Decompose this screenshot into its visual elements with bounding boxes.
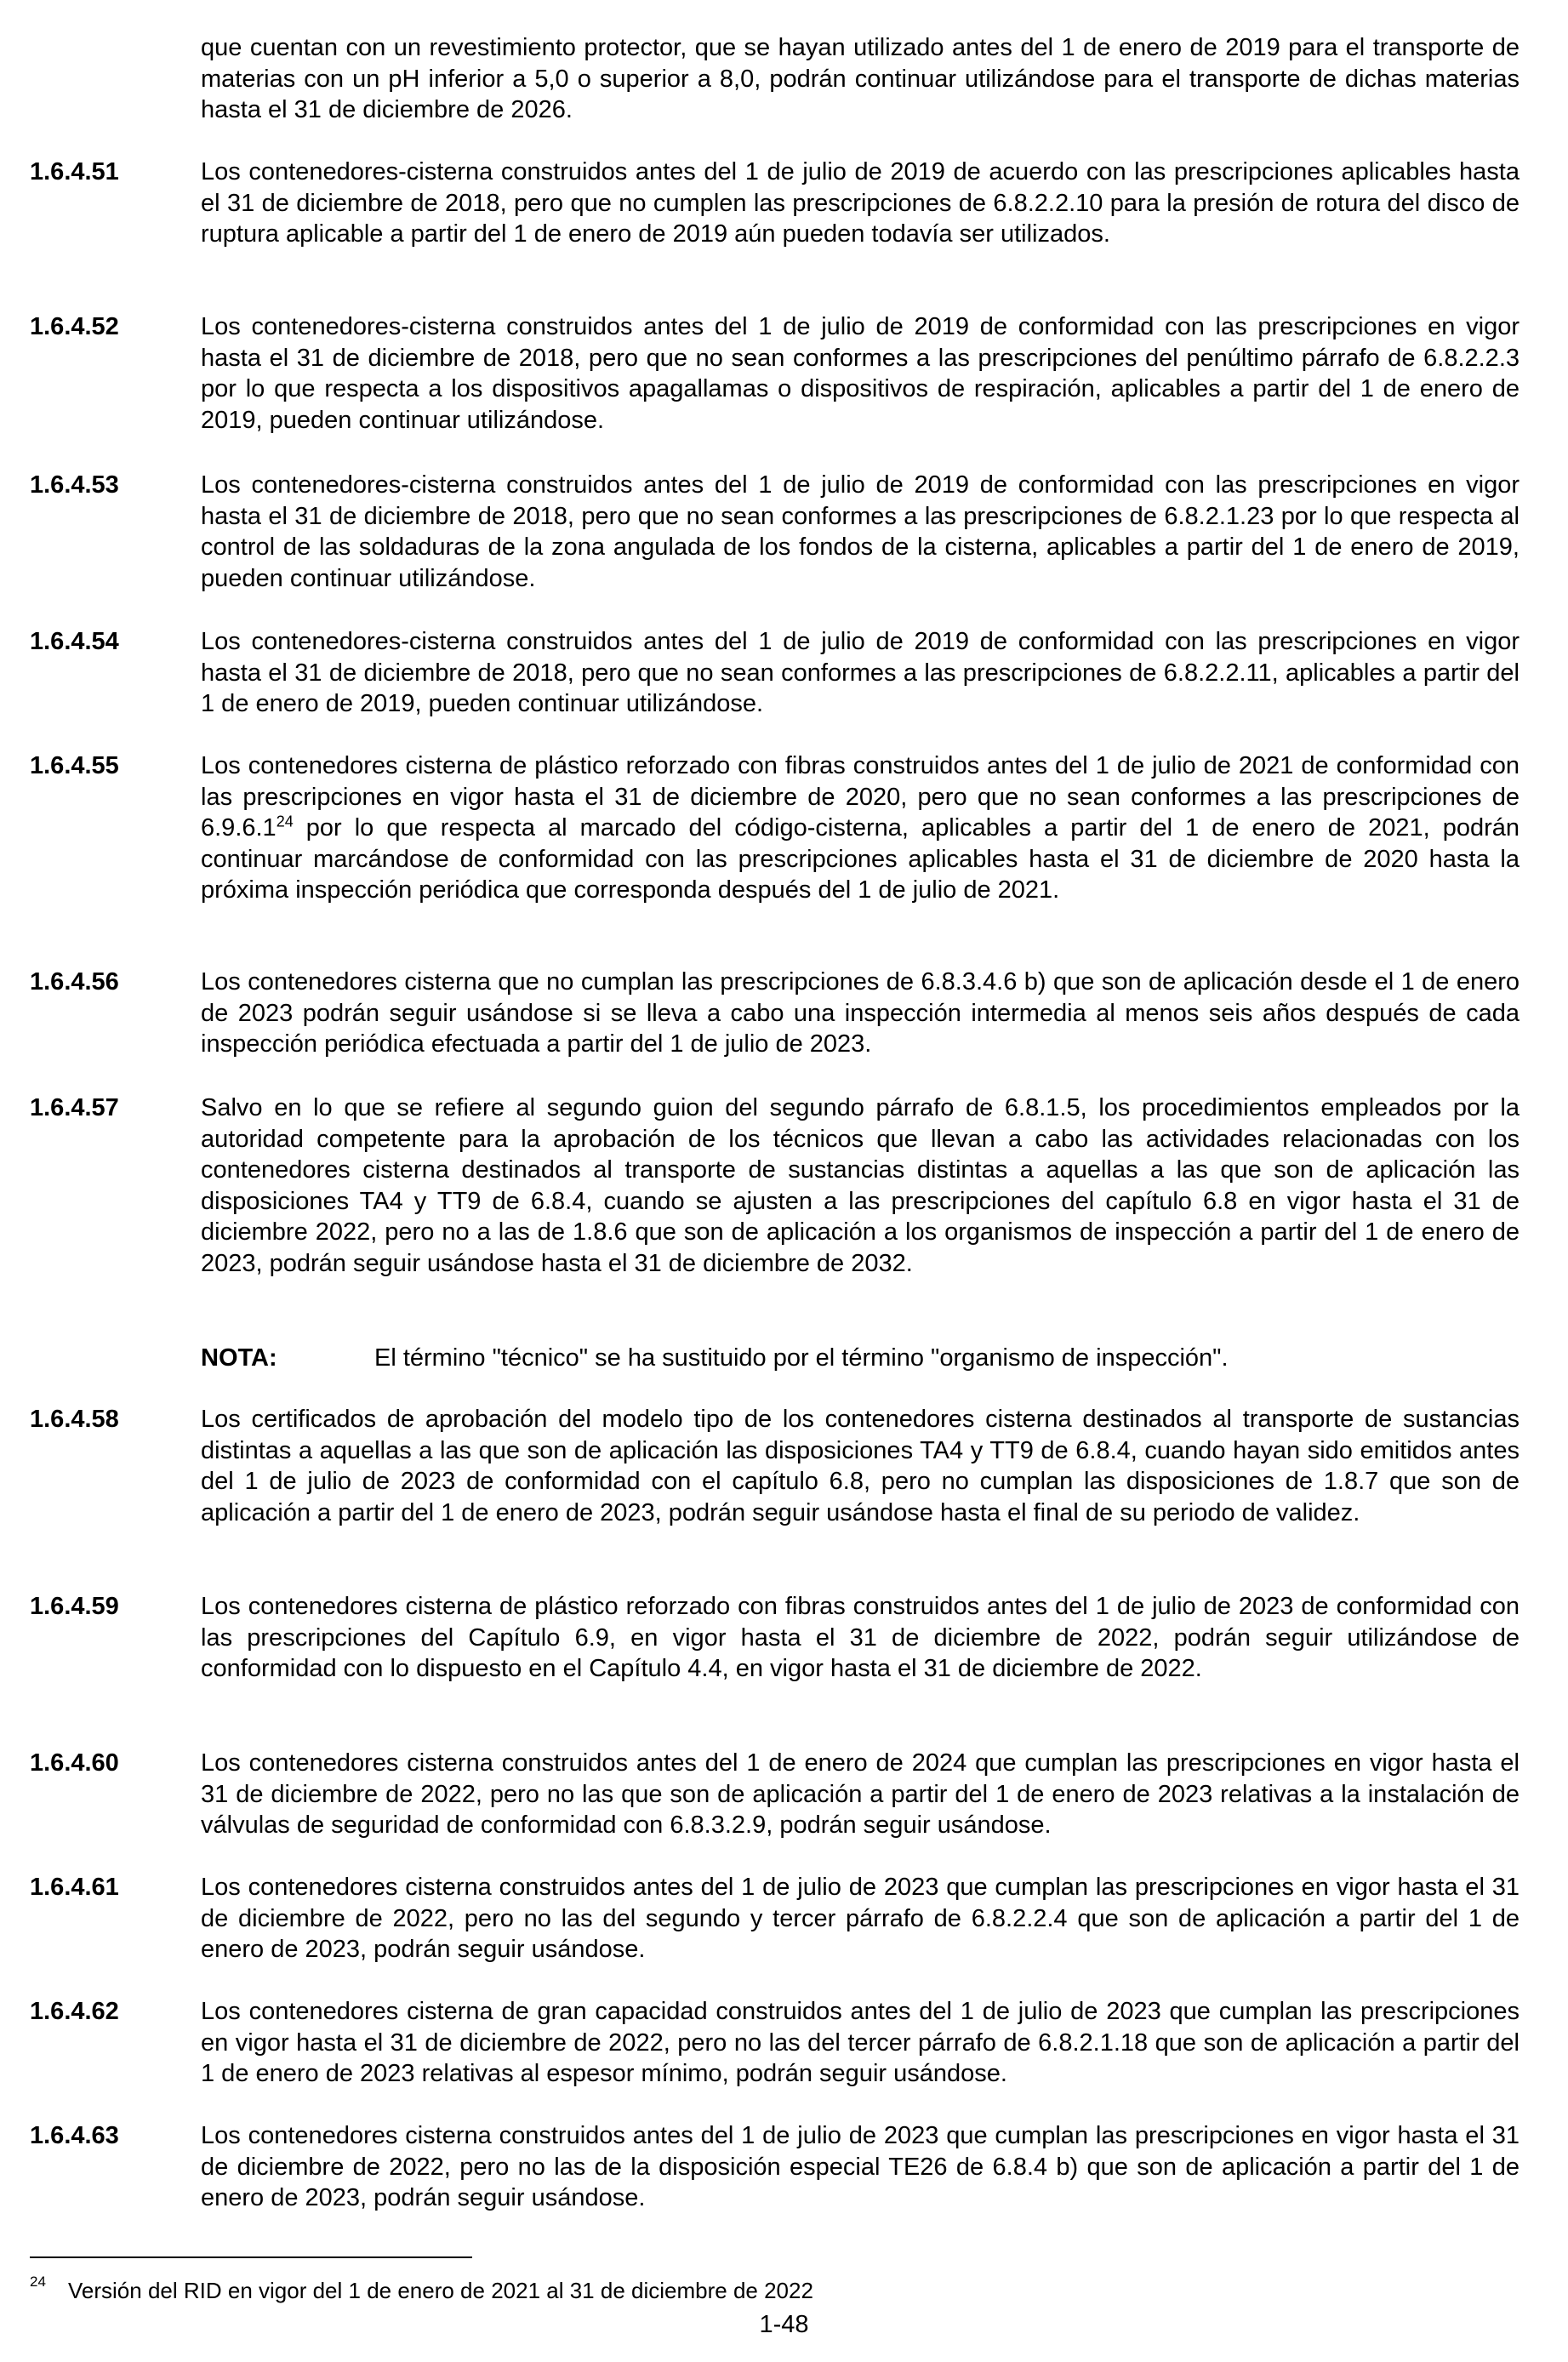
section-number: 1.6.4.56 — [30, 968, 119, 996]
footnote-marker: 24 — [30, 2274, 46, 2290]
section-text: Los contenedores cisterna construidos antes del 1 de julio de 2023 que cumplan las prescripciones en vigor hasta el 31 de diciembre de 2022, pero no las de la disposición especial TE26 de 6.8.4 b) que son de aplicación a partir del 1 de enero de 2023, podrán seguir usándose. — [201, 2122, 1520, 2211]
section-text: Salvo en lo que se refiere al segundo guion del segundo párrafo de 6.8.1.5, los procedimientos empleados por la autoridad competente para la aprobación de los técnicos que llevan a cabo las actividades relacionadas con los contenedores cisterna destinados al transporte de sustancias distintas a aquellas a las que son de aplicación las disposiciones TA4 y TT9 de 6.8.4, cuando se ajusten a las prescripciones del capítulo 6.8 en vigor hasta el 31 de diciembre 2022, pero no a las de 1.8.6 que son de aplicación a los organismos de inspección a partir del 1 de enero de 2023, podrán seguir usándose hasta el 31 de diciembre de 2032. — [201, 1094, 1520, 1277]
section-number: 1.6.4.52 — [30, 313, 119, 340]
section-text: Los contenedores cisterna de plástico reforzado con fibras construidos antes del 1 de julio de 2023 de conformidad con las prescripciones del Capítulo 6.9, en vigor hasta el 31 de diciembre de 2022, podrán seguir utilizándose de conformidad con lo dispuesto en el Capítulo 4.4, en vigor hasta el 31 de diciembre de 2022. — [201, 1593, 1520, 1682]
paragraph-text: que cuentan con un revestimiento protector, que se hayan utilizado antes del 1 de enero de 2019 para el transporte de materias con un pH inferior a 5,0 o superior a 8,0, podrán continuar utilizándose para el transporte de dichas materias hasta el 31 de diciembre de 2026. — [201, 34, 1520, 123]
section-number: 1.6.4.53 — [30, 471, 119, 499]
section-number: 1.6.4.63 — [30, 2122, 119, 2149]
section-text: Los contenedores cisterna construidos antes del 1 de julio de 2023 que cumplan las prescripciones en vigor hasta el 31 de diciembre de 2022, pero no las del segundo y tercer párrafo de 6.8.2.2.4 que son de aplicación a partir del 1 de enero de 2023, podrán seguir usándose. — [201, 1874, 1520, 1963]
section-text: Los contenedores cisterna construidos antes del 1 de enero de 2024 que cumplan las prescripciones en vigor hasta el 31 de diciembre de 2022, pero no las que son de aplicación a partir del 1 de enero de 2023 relativas a la instalación de válvulas de seguridad de conformidad con 6.8.3.2.9, podrán seguir usándose. — [201, 1749, 1520, 1839]
page-number: 1-48 — [759, 2311, 809, 2338]
footnote-divider — [30, 2256, 472, 2258]
section-text-part: por lo que respecta al marcado del código-cisterna, aplicables a partir del 1 de enero de 2021, podrán continuar marcándose de conformidad con las prescripciones aplicables hasta el 31 de diciembre de 2020 hasta la próxima inspección periódica que corresponda después del 1 de julio de 2021. — [201, 814, 1520, 904]
footnote-text: Versión del RID en vigor del 1 de enero de 2021 al 31 de diciembre de 2022 — [68, 2278, 813, 2303]
section-number: 1.6.4.57 — [30, 1094, 119, 1121]
section-number: 1.6.4.62 — [30, 1998, 119, 2025]
section-text: Los contenedores-cisterna construidos antes del 1 de julio de 2019 de conformidad con las prescripciones en vigor hasta el 31 de diciembre de 2018, pero que no sean conformes a las prescripciones de 6.8.2.1.23 por lo que respecta al control de las soldaduras de la zona angulada de los fondos de la cisterna, aplicables a partir del 1 de enero de 2019, pueden continuar utilizándose. — [201, 471, 1520, 592]
section-number: 1.6.4.54 — [30, 628, 119, 655]
section-text: Los contenedores cisterna que no cumplan las prescripciones de 6.8.3.4.6 b) que son de aplicación desde el 1 de enero de 2023 podrán seguir usándose si se lleva a cabo una inspección intermedia al menos seis años después de cada inspección periódica efectuada a partir del 1 de julio de 2023. — [201, 968, 1520, 1058]
section-text: Los certificados de aprobación del modelo tipo de los contenedores cisterna destinados al transporte de sustancias distintas a aquellas a las que son de aplicación las disposiciones TA4 y TT9 de 6.8.4, cuando hayan sido emitidos antes del 1 de julio de 2023 de conformidad con el capítulo 6.8, pero no cumplan las disposiciones de 1.8.7 que son de aplicación a partir del 1 de enero de 2023, podrán seguir usándose hasta el final de su periodo de validez. — [201, 1406, 1520, 1526]
note-text: El término "técnico" se ha sustituido por el término "organismo de inspección". — [374, 1344, 1229, 1372]
section-text: Los contenedores cisterna de gran capacidad construidos antes del 1 de julio de 2023 que cumplan las prescripciones en vigor hasta el 31 de diciembre de 2022, pero no las del tercer párrafo de 6.8.2.1.18 que son de aplicación a partir del 1 de enero de 2023 relativas al espesor mínimo, podrán seguir usándose. — [201, 1998, 1520, 2087]
note-label: NOTA: — [201, 1344, 277, 1372]
section-number: 1.6.4.60 — [30, 1749, 119, 1777]
section-text: Los contenedores-cisterna construidos antes del 1 de julio de 2019 de acuerdo con las prescripciones aplicables hasta el 31 de diciembre de 2018, pero que no cumplen las prescripciones de 6.8.2.2.10 para la presión de rotura del disco de ruptura aplicable a partir del 1 de enero de 2019 aún pueden todavía ser utilizados. — [201, 158, 1520, 248]
footnote-reference[interactable]: 24 — [276, 813, 294, 830]
section-text: Los contenedores-cisterna construidos antes del 1 de julio de 2019 de conformidad con las prescripciones en vigor hasta el 31 de diciembre de 2018, pero que no sean conformes a las prescripciones del penúltimo párrafo de 6.8.2.2.3 por lo que respecta a los dispositivos apagallamas o dispositivos de respiración, aplicables a partir del 1 de enero de 2019, pueden continuar utilizándose. — [201, 313, 1520, 434]
section-text-part: Los contenedores cisterna de plástico reforzado con fibras construidos antes del 1 de julio de 2021 de conformidad con las prescripciones en vigor hasta el 31 de diciembre de 2020, pero que no sean conformes a las prescripciones de 6.9.6.1 — [201, 752, 1520, 842]
section-text: Los contenedores-cisterna construidos antes del 1 de julio de 2019 de conformidad con las prescripciones en vigor hasta el 31 de diciembre de 2018, pero que no sean conformes a las prescripciones de 6.8.2.2.11, aplicables a partir del 1 de enero de 2019, pueden continuar utilizándose. — [201, 628, 1520, 717]
section-text — [201, 750, 1520, 906]
section-number: 1.6.4.58 — [30, 1406, 119, 1433]
section-number: 1.6.4.61 — [30, 1874, 119, 1901]
section-number: 1.6.4.59 — [30, 1593, 119, 1620]
section-number: 1.6.4.55 — [30, 752, 119, 779]
section-number: 1.6.4.51 — [30, 158, 119, 185]
